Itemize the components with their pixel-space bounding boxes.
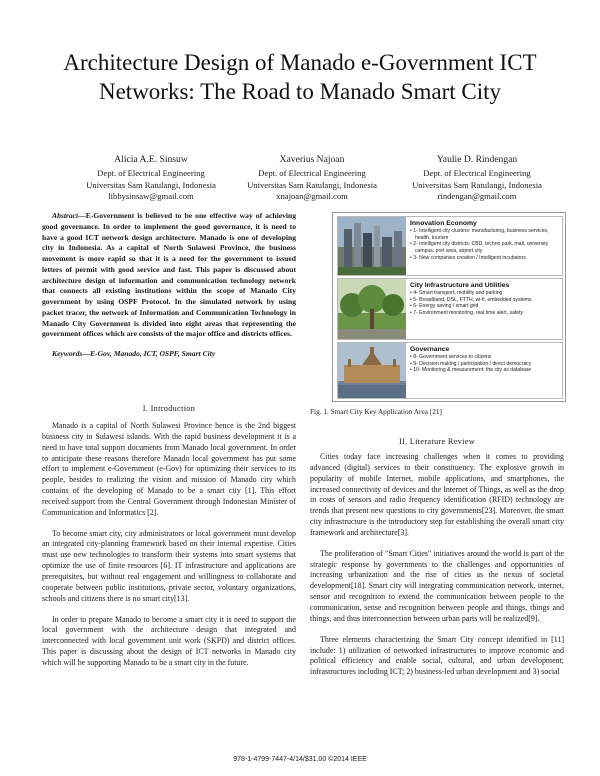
author-block: [227, 154, 397, 203]
paragraph: To become smart city, city administrators or local government must develop an integrated city-planning framework based on their internal expertise. Cities must use new technologies to transform their systems into smart systems that optimize the use of finite resources [6]. IT infrastructure and applications are prerequisites, but without real engagement and willingness to collaborate and cooperate between public institutions, private sector, voluntary organizations, schools and citizens there is no smart city[13].: [42, 528, 296, 603]
author-name: Xaverius Najoan: [279, 154, 345, 165]
keywords-text: —E-Gov, Manado, ICT, OSPF, Smart City: [82, 349, 216, 358]
paragraph: Cities today face increasing challenges when it comes to providing advanced (digital) services to their constituency. The explosive growth in popularity of mobile Internet, mobile applications, and smartphones, the increased connectivity of devices and the Internet of Things, as well as the drop in costs of sensors and radio frequency identification (RFID) technology are trends that present new questions to city governments[23]. Moreover, the smart city infrastructure is the introductory step for establishing the overall smart city framework and architecture[3].: [310, 452, 564, 537]
author-block: [66, 154, 236, 203]
intro-body: [42, 421, 296, 669]
keywords-label: Keywords: [52, 349, 83, 358]
city-skyline-photo-icon: [338, 217, 406, 275]
figure-block-innovation: [337, 216, 563, 276]
figure-smart-city: [332, 212, 566, 402]
figure-block-infrastructure: [337, 278, 563, 340]
figure-block-item: • 6- Energy saving / smart grid: [410, 303, 479, 310]
figure-block-item: • 1- Intelligent city clusters: manufacturing, business services, health, tourism: [410, 228, 549, 241]
author-univ: Universitas Sam Ratulangi, Indonesia: [247, 179, 377, 190]
author-name: Alicia A.E. Sinsuw: [114, 154, 188, 165]
paragraph: In order to prepare Manado to become a smart city it is need to support the local government with the architecture design that integrated and interconnected with local government unit work (SKPD) and district offices. This paper is discussing about the design of ICT networks in Manado city which will be supporting Manado to be a smart city in the future.: [42, 614, 296, 667]
figure-block-title: City Infrastructure and Utilities: [410, 282, 510, 289]
figure-block-item: • 5- Broadband, DSL, FTTH, wi-fi, embedded systems: [410, 296, 532, 303]
copyright-footer: 978-1-4799-7447-4/14/$31.00 ©2014 IEEE: [233, 756, 367, 763]
paragraph: Manado is a capital of North Sulawesi Province hence is the 2nd biggest business city in Sulawesi islands. With the rapid business development it is a need to have total support documents from Manado local government. In order to anticipate these reasons therefore Manado local government has put some effort to implement e-Government (e-Gov) for optimizing their services to its people, besides to realizing the vision and mission of Manado city which contains of the developing of Manado to be a smart city [1]. This effort received support from the Central Government through Indonesian Minister of Communication and Informatics [2].: [42, 421, 296, 517]
author-univ: Universitas Sam Ratulangi, Indonesia: [86, 179, 216, 190]
paragraph: The proliferation of "Smart Cities" initiatives around the world is part of the strategic response by governments to the challenges and opportunities of increasing urbanization and the rise of cities as the nexus of societal development[18]. Smart city will integrating communication network, internet, sensor and recognition to extend the communication between people to the communication, sense and recognition between people and things, things and things, and thus interconnection between urban parts will be realized[9].: [310, 548, 564, 623]
figure-block-item: • 3- New companies creation / Intelligent incubators: [410, 254, 526, 261]
abstract-label: Abstract: [52, 211, 79, 220]
author-email: xnajoan@gmail.com: [276, 191, 348, 202]
figure-block-governance: [337, 342, 563, 399]
author-name: Yaulie D. Rindengan: [436, 154, 518, 165]
abstract: [42, 211, 296, 358]
figure-caption: Fig. 1. Smart City Key Application Area [21]: [310, 407, 442, 416]
infrastructure-photo-icon: [338, 279, 406, 339]
author-dept: Dept. of Electrical Engineering: [258, 168, 366, 179]
section-heading-literature-review: II. Literature Review: [398, 437, 476, 446]
author-dept: Dept. of Electrical Engineering: [97, 168, 205, 179]
figure-block-title: Governance: [410, 346, 450, 353]
literature-body: [310, 452, 564, 678]
author-univ: Universitas Sam Ratulangi, Indonesia: [412, 179, 542, 190]
paper-title: Architecture Design of Manado e-Government ICT Networks: The Road to Manado Smart City: [63, 50, 537, 104]
author-dept: Dept. of Electrical Engineering: [423, 168, 531, 179]
figure-block-item: • 9- Decision making / participation / direct democracy: [410, 360, 532, 367]
author-email: rindengan@gmail.com: [437, 191, 517, 202]
section-heading-introduction: I. Introduction: [142, 404, 196, 413]
figure-block-title: Innovation Economy: [410, 220, 477, 227]
figure-block-item: • 7- Environment monitoring, real time alert, safety: [410, 310, 524, 317]
author-block: [392, 154, 562, 203]
figure-block-item: • 10- Monitoring & measurement: the city as database: [410, 367, 532, 374]
keywords: [42, 349, 296, 358]
figure-block-item: • 2- Intelligent city districts: CBD, techno park, mall, university campus, port area, airport city: [410, 241, 549, 255]
figure-block-item: • 8- Government services to citizens: [410, 354, 492, 360]
parliament-photo-icon: [338, 343, 406, 398]
figure-block-item: • 4- Smart transport, mobility and parking: [410, 290, 503, 296]
author-email: libbysinsaw@gmail.com: [108, 191, 194, 202]
paragraph: Three elements characterizing the Smart City concept identified in [11] include: 1) utilization of networked infrastructures to improve economic and political efficiency and enable social, cultural, and urban development; infrastructures including ICT; 2) business-led urban development and 3) social: [310, 634, 564, 677]
abstract-text: —E-Government is believed to be one effective way of achieving good governance. In order to implement the good governance, it is need to have a good ICT network design architecture. Manado is one of developing city in Indonesia. As a capital of North Sulawesi Province, the business movement is more rapid so that it is a need for the government to issued letters of permit with good service and fast. This paper is discussed about architecture design of information and communication technology network that connects all existing institutions within the scope of Manado City government by using OSPF Protocol. In the simulated network by using packet tracer, the network of Information and Communication Technology in Manado City Government is divided into eight areas that representing the government offices which are consists of the major office and districts offices.: [42, 211, 296, 339]
